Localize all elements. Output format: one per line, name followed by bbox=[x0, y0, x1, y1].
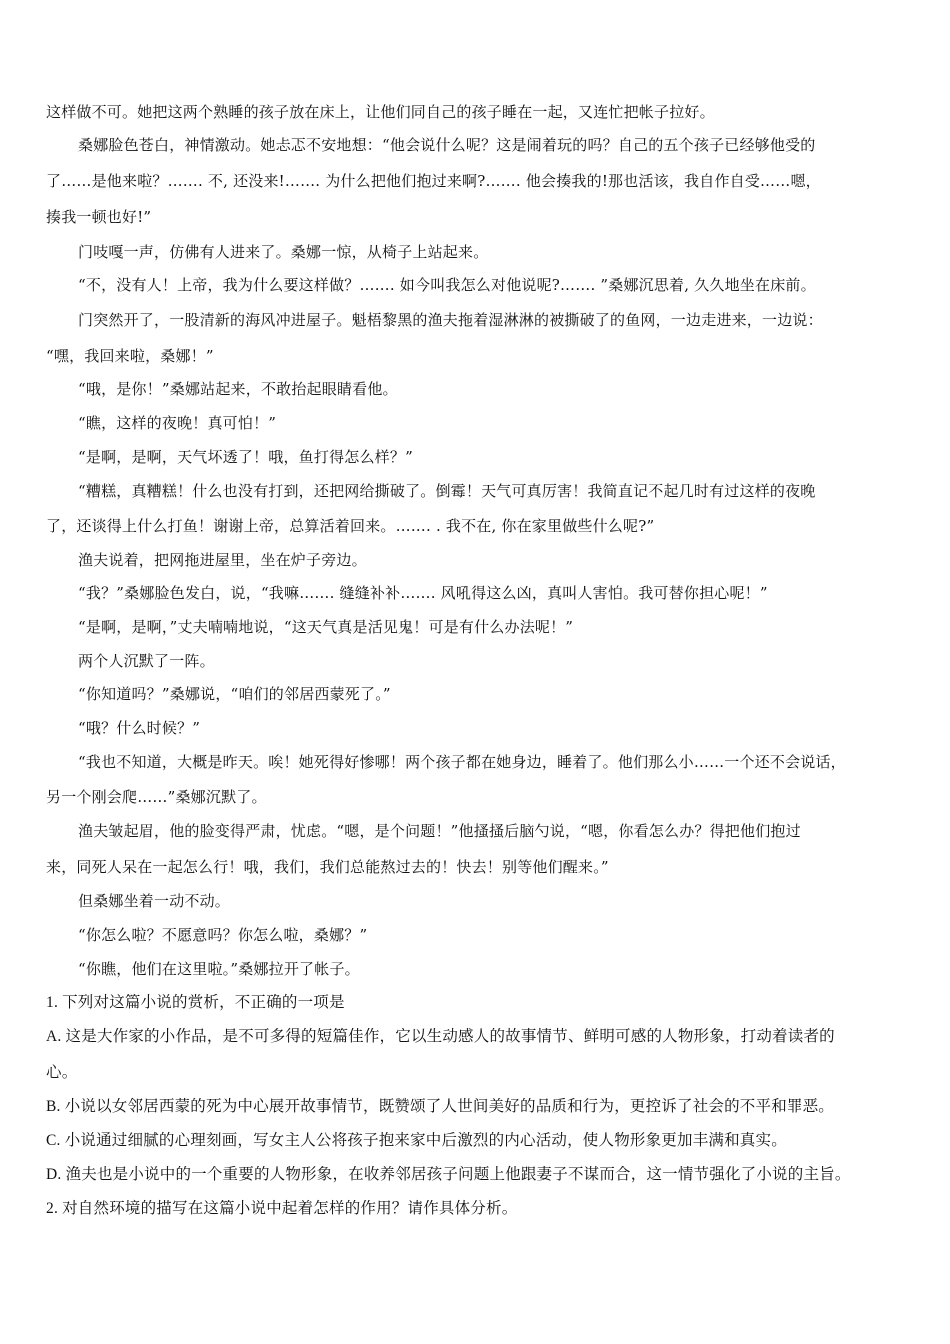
story-paragraph-2-line-2: 了……是他来啦？……. 不, 还没来!……. 为什么把他们抱过来啊?……. 他会揍我的!那也活该，我自作自受……嗯， bbox=[46, 172, 821, 190]
story-paragraph-16-line-2: 另一个刚会爬……”桑娜沉默了。 bbox=[46, 788, 267, 806]
story-paragraph-2-line-3: 揍我一顿也好!” bbox=[46, 208, 152, 226]
story-paragraph-14: “你知道吗？”桑娜说，“咱们的邻居西蒙死了。” bbox=[78, 685, 391, 703]
story-paragraph-8: “是啊，是啊，天气坏透了！哦，鱼打得怎么样？” bbox=[78, 448, 413, 466]
story-paragraph-16-line-1: “我也不知道，大概是昨天。唉！她死得好惨哪！两个孩子都在她身边，睡着了。他们那么小……一个还不会说话， bbox=[78, 753, 846, 771]
story-paragraph-9-line-1: “糟糕，真糟糕！什么也没有打到，还把网给撕破了。倒霉！天气可真厉害！我简直记不起几时有过这样的夜晚 bbox=[78, 482, 816, 500]
story-paragraph-7: “瞧，这样的夜晚！真可怕！” bbox=[78, 414, 277, 432]
option-a-line-1: A. 这是大作家的小作品，是不可多得的短篇佳作，它以生动感人的故事情节、鲜明可感的人物形象，打动着读者的 bbox=[46, 1028, 835, 1045]
story-paragraph-20: “你瞧，他们在这里啦。”桑娜拉开了帐子。 bbox=[78, 960, 360, 978]
story-paragraph-2-line-1: 桑娜脸色苍白，神情激动。她忐忑不安地想：“他会说什么呢？这是闹着玩的吗？自己的五个孩子已经够他受的 bbox=[78, 136, 816, 154]
story-paragraph-18: 但桑娜坐着一动不动。 bbox=[78, 892, 231, 910]
story-paragraph-3: 门吱嘎一声，仿佛有人进来了。桑娜一惊，从椅子上站起来。 bbox=[78, 243, 489, 261]
story-paragraph-6: “哦，是你！”桑娜站起来，不敢抬起眼睛看他。 bbox=[78, 380, 398, 398]
story-paragraph-9-line-2: 了，还谈得上什么打鱼！谢谢上帝，总算活着回来。……. . 我不在, 你在家里做些什么呢?” bbox=[46, 517, 655, 535]
story-paragraph-11: “我？”桑娜脸色发白，说，“我嘛……. 缝缝补补……. 风吼得这么凶，真叫人害怕。我可替你担心呢！” bbox=[78, 584, 768, 602]
story-paragraph-10: 渔夫说着，把网拖进屋里，坐在炉子旁边。 bbox=[78, 551, 367, 569]
story-paragraph-19: “你怎么啦？不愿意吗？你怎么啦，桑娜？” bbox=[78, 926, 368, 944]
option-b: B. 小说以女邻居西蒙的死为中心展开故事情节，既赞颂了人世间美好的品质和行为，更控诉了社会的不平和罪恶。 bbox=[46, 1098, 834, 1115]
story-paragraph-17-line-2: 来，同死人呆在一起怎么行！哦，我们，我们总能熬过去的！快去！别等他们醒来。” bbox=[46, 858, 609, 876]
story-paragraph-17-line-1: 渔夫皱起眉，他的脸变得严肃，忧虑。“嗯，是个问题！”他搔搔后脑勺说，“嗯，你看怎么办？得把他们抱过 bbox=[78, 822, 801, 840]
option-a-line-2: 心。 bbox=[46, 1064, 78, 1081]
story-paragraph-13: 两个人沉默了一阵。 bbox=[78, 652, 215, 670]
option-c: C. 小说通过细腻的心理刻画，写女主人公将孩子抱来家中后激烈的内心活动，使人物形象更加丰满和真实。 bbox=[46, 1132, 787, 1149]
story-paragraph-15: “哦？什么时候？” bbox=[78, 719, 201, 737]
question-1: 1. 下列对这篇小说的赏析，不正确的一项是 bbox=[46, 994, 345, 1011]
story-paragraph-4: “不，没有人！上帝，我为什么要这样做？……. 如今叫我怎么对他说呢?……. ”桑娜沉思着, 久久地坐在床前。 bbox=[78, 276, 816, 294]
story-paragraph-5-line-1: 门突然开了，一股清新的海风冲进屋子。魁梧黎黑的渔夫拖着湿淋淋的被撕破了的鱼网，一边走进来，一边说： bbox=[78, 311, 823, 329]
story-paragraph-5-line-2: “嘿，我回来啦，桑娜！” bbox=[46, 347, 214, 365]
question-2: 2. 对自然环境的描写在这篇小说中起着怎样的作用？请作具体分析。 bbox=[46, 1200, 518, 1217]
option-d: D. 渔夫也是小说中的一个重要的人物形象，在收养邻居孩子问题上他跟妻子不谋而合，这一情节强化了小说的主旨。 bbox=[46, 1166, 851, 1183]
story-paragraph-1: 这样做不可。她把这两个熟睡的孩子放在床上，让他们同自己的孩子睡在一起，又连忙把帐子拉好。 bbox=[46, 103, 715, 121]
story-paragraph-12: “是啊，是啊，”丈夫喃喃地说，“这天气真是活见鬼！可是有什么办法呢！” bbox=[78, 618, 574, 636]
